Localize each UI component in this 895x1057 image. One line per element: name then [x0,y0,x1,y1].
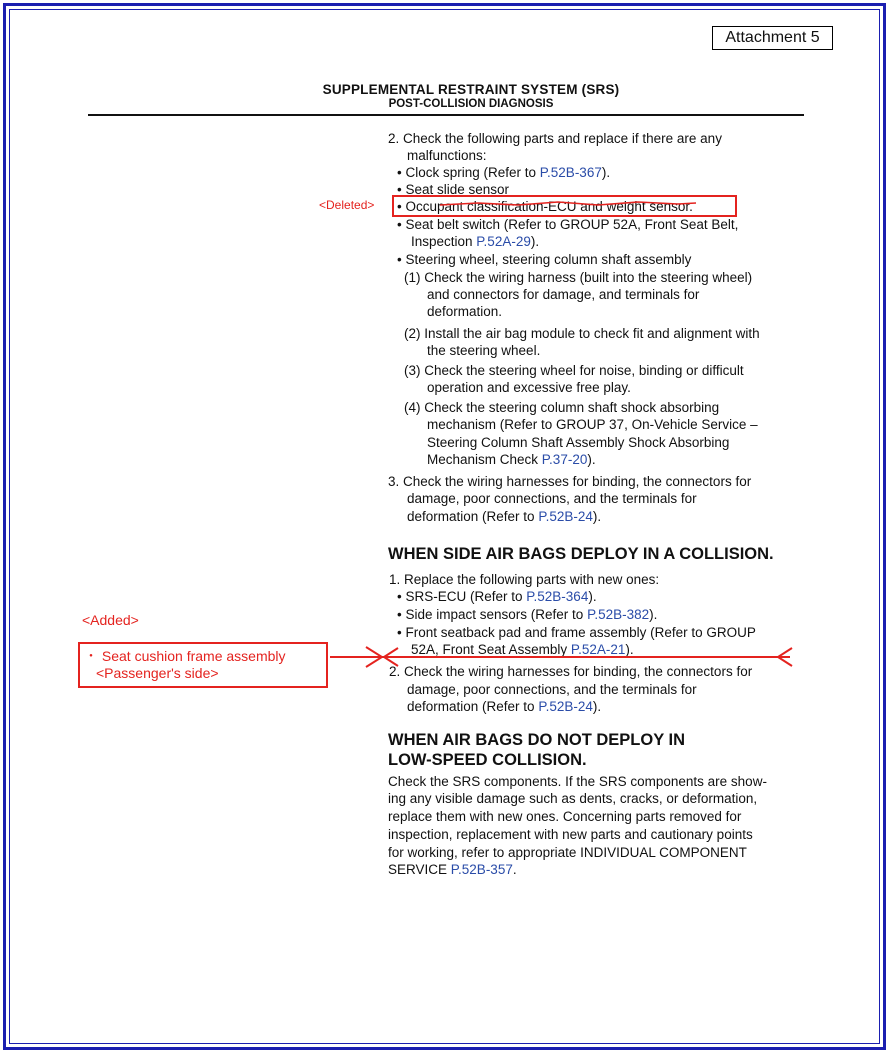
step-3-line-1: 3. Check the wiring harnesses for binding, the connectors for [388,474,752,489]
bullet-occupant-classification-deleted: • Occupant classification-ECU and weight sensor. [397,199,693,214]
link-p52b-364[interactable]: P.52B-364 [526,589,589,604]
sub-1-line-3: deformation. [427,304,503,319]
section-subtitle: POST-COLLISION DIAGNOSIS [388,98,554,110]
side-step-2-line-3: deformation (Refer to P.52B-24). [407,699,602,714]
step-3-line-2: damage, poor connections, and the terminals for [407,491,697,506]
sub-3-line-1: (3) Check the steering wheel for noise, binding or difficult [404,363,744,378]
sub-2-line-1: (2) Install the air bag module to check fit and alignment with [404,326,760,341]
link-p52b-24-b[interactable]: P.52B-24 [538,699,593,714]
bullet-seat-slide-sensor: • Seat slide sensor [397,182,510,197]
bullet-side-impact-sensors: • Side impact sensors (Refer to P.52B-382). [397,607,658,622]
bullet-seat-belt-switch: • Seat belt switch (Refer to GROUP 52A, Front Seat Belt, [397,217,739,232]
bullet-front-seatback: • Front seatback pad and frame assembly (Refer to GROUP [397,625,756,640]
link-p37-20[interactable]: P.37-20 [541,452,588,467]
heading-low-speed-2: LOW-SPEED COLLISION. [388,751,587,769]
link-p52b-24-a[interactable]: P.52B-24 [538,509,593,524]
link-p52b-357[interactable]: P.52B-357 [450,862,513,877]
sub-4-line-4: Mechanism Check P.37-20). [427,452,596,467]
attachment-label: Attachment 5 [712,26,833,50]
added-label: <Added> [82,612,139,628]
step-3-line-3: deformation (Refer to P.52B-24). [407,509,602,524]
step-2-line-1: 2. Check the following parts and replace if there are any [388,131,722,146]
sub-2-line-2: the steering wheel. [427,343,541,358]
bullet-seat-belt-switch-cont: Inspection P.52A-29). [411,234,540,249]
heading-side-air-bags: WHEN SIDE AIR BAGS DEPLOY IN A COLLISION. [388,545,774,563]
sub-4-line-3: Steering Column Shaft Assembly Shock Absorbing [427,435,730,450]
section-title: SUPPLEMENTAL RESTRAINT SYSTEM (SRS) [322,82,620,97]
low-para-line-2: ing any visible damage such as dents, cracks, or deformation, [388,791,758,806]
link-p52a-21[interactable]: P.52A-21 [570,642,626,657]
added-item-line-1: ・ Seat cushion frame assembly [84,648,286,664]
step-2-line-2: malfunctions: [407,148,487,163]
low-para-line-5: for working, refer to appropriate INDIVIDUAL COMPONENT [388,845,747,860]
sub-3-line-2: operation and excessive free play. [427,380,631,395]
sub-4-line-1: (4) Check the steering column shaft shock absorbing [404,400,720,415]
heading-low-speed-1: WHEN AIR BAGS DO NOT DEPLOY IN [388,731,686,749]
side-step-1: 1. Replace the following parts with new ones: [389,572,660,587]
bullet-clock-spring: • Clock spring (Refer to P.52B-367). [397,165,611,180]
bullet-srs-ecu: • SRS-ECU (Refer to P.52B-364). [397,589,597,604]
low-para-line-3: replace them with new ones. Concerning parts removed for [388,809,742,824]
sub-4-line-2: mechanism (Refer to GROUP 37, On-Vehicle Service – [427,417,758,432]
side-step-2-line-1: 2. Check the wiring harnesses for binding, the connectors for [389,664,753,679]
added-item-line-2: <Passenger's side> [96,665,219,681]
low-para-line-4: inspection, replacement with new parts and cautionary points [388,827,753,842]
link-p52a-29[interactable]: P.52A-29 [476,234,531,249]
side-step-2-line-2: damage, poor connections, and the terminals for [407,682,697,697]
link-p52b-367[interactable]: P.52B-367 [539,165,602,180]
low-para-line-1: Check the SRS components. If the SRS components are show- [388,774,767,789]
bullet-front-seatback-cont: 52A, Front Seat Assembly P.52A-21). [411,642,634,657]
sub-1-line-2: and connectors for damage, and terminals for [427,287,700,302]
sub-1-line-1: (1) Check the wiring harness (built into the steering wheel) [404,270,753,285]
bullet-steering-wheel: • Steering wheel, steering column shaft assembly [397,252,692,267]
link-p52b-382[interactable]: P.52B-382 [587,607,650,622]
low-para-line-6: SERVICE P.52B-357. [388,862,517,877]
deleted-label: <Deleted> [319,198,375,212]
